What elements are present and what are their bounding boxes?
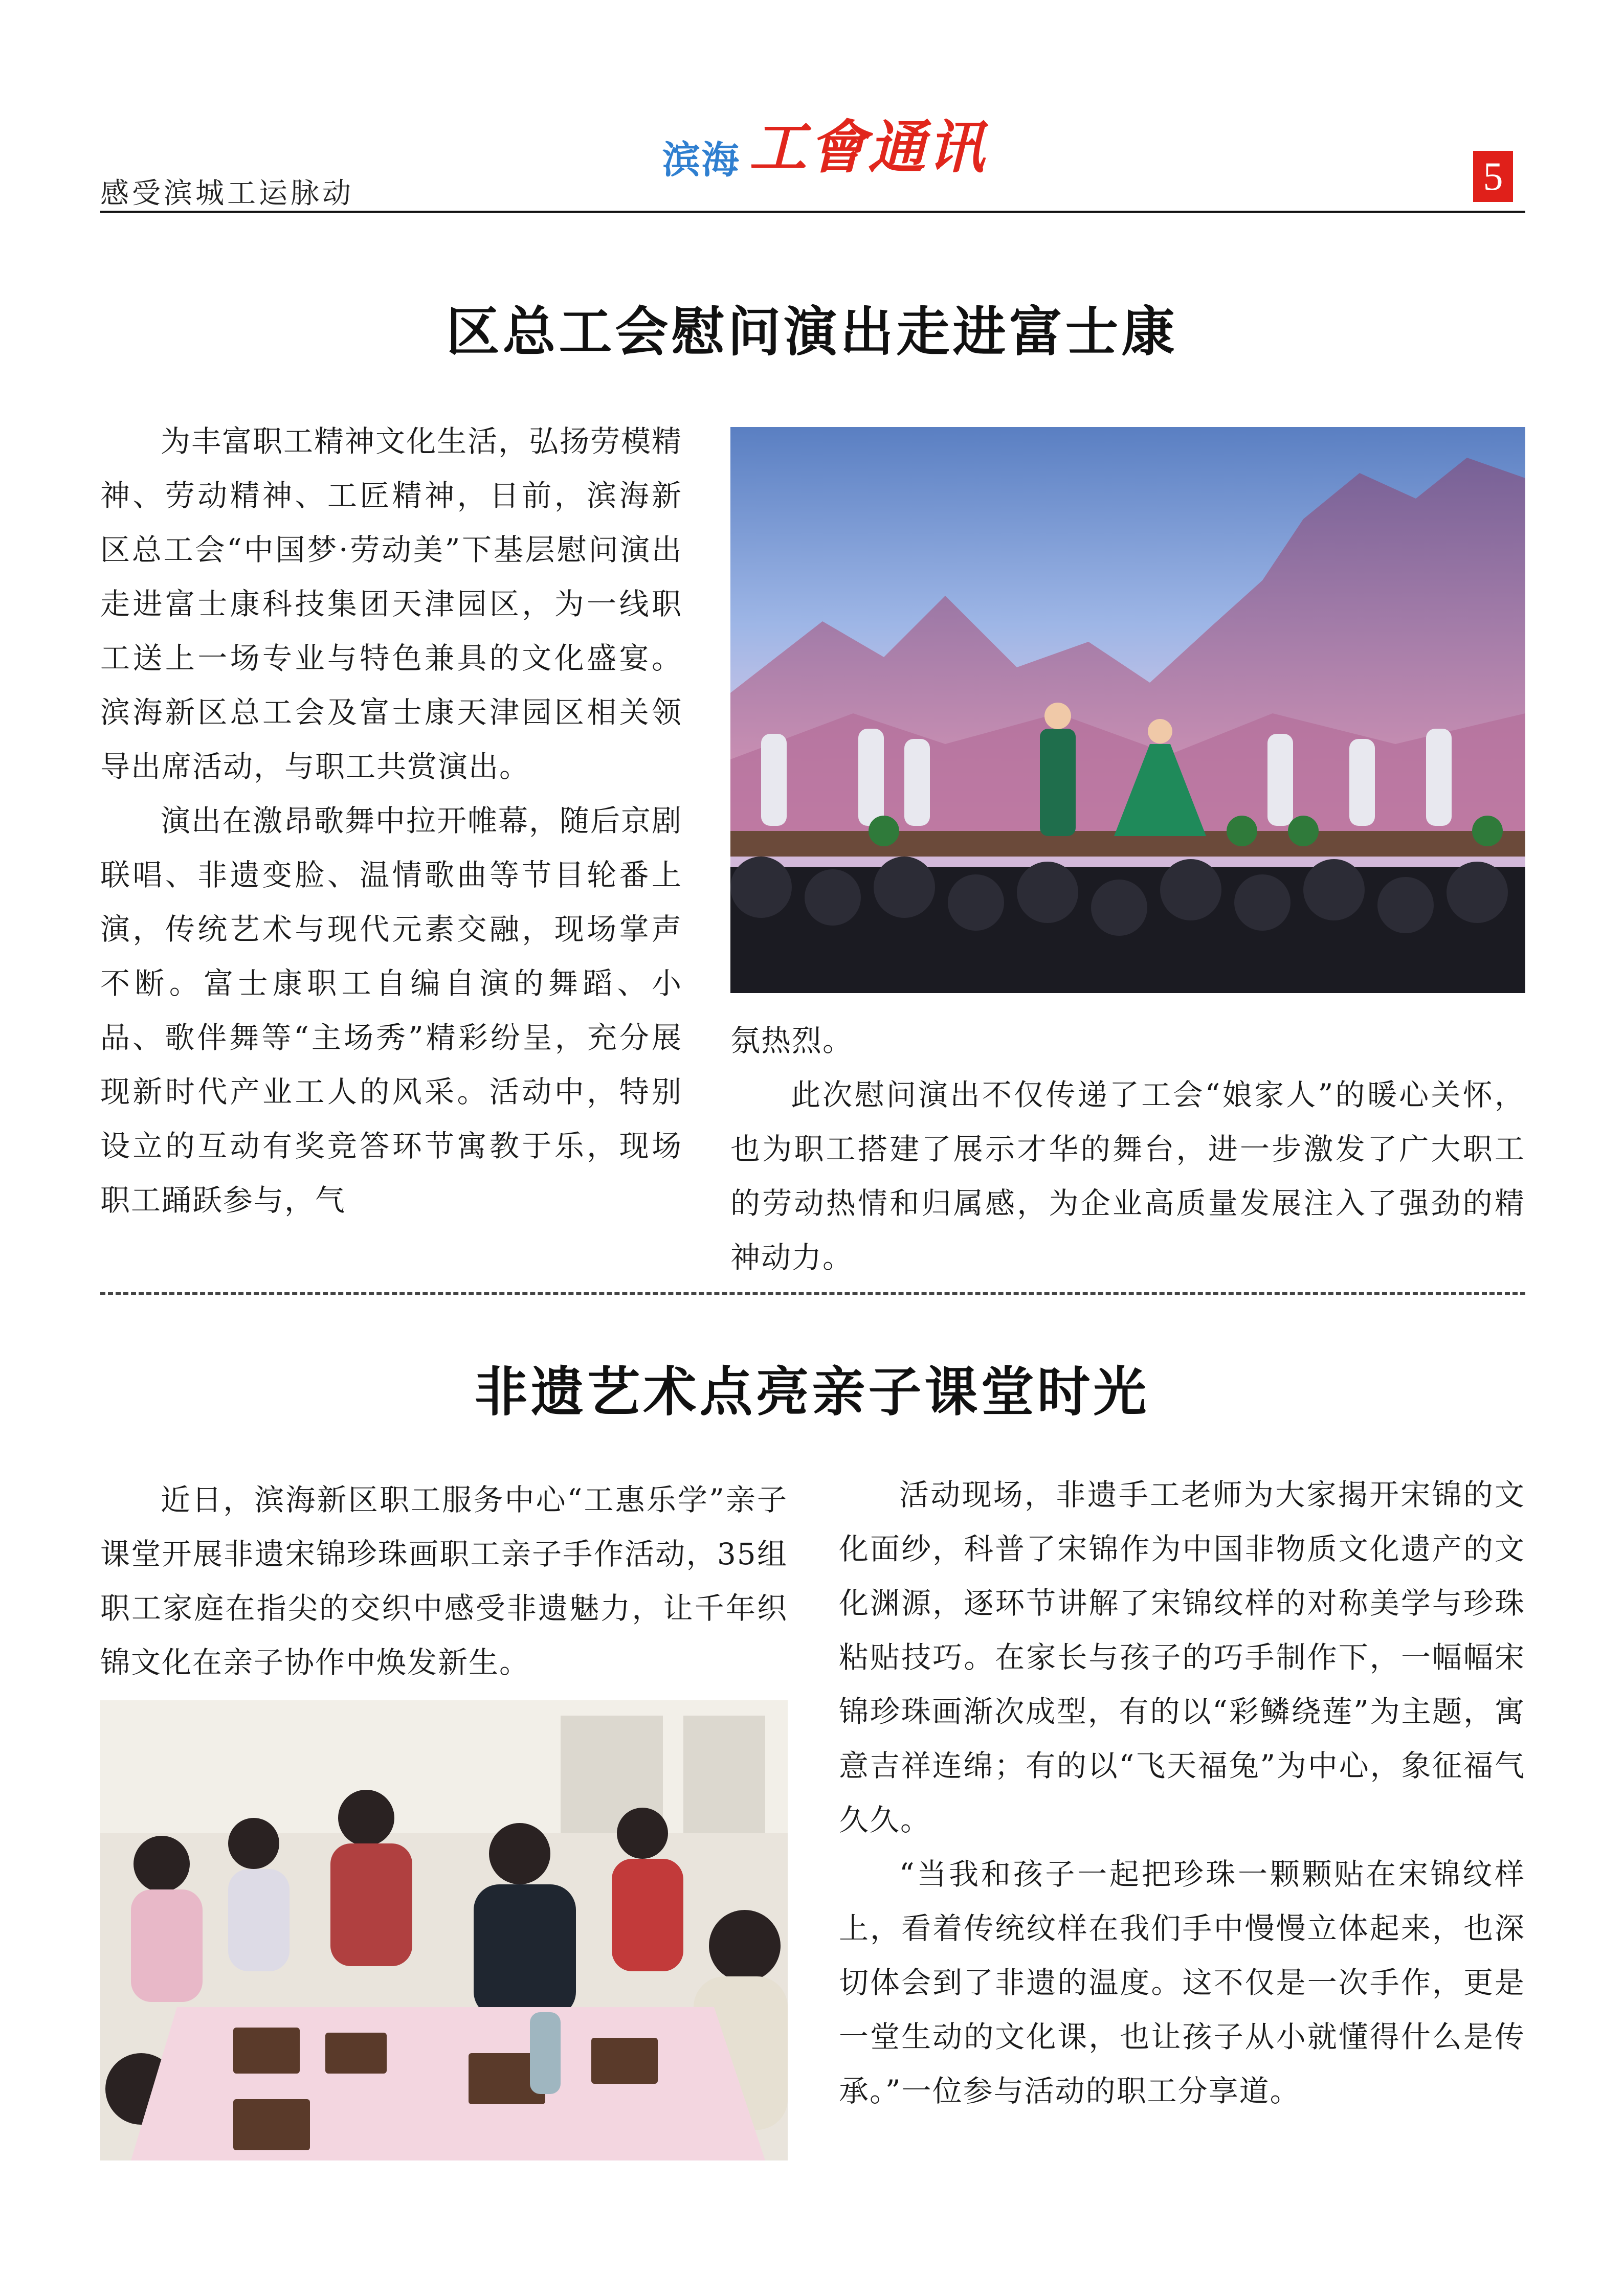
article1-left-column xyxy=(100,414,682,1227)
article1-title: 区总工会慰问演出走进富士康 xyxy=(446,300,1178,363)
article1-paragraph-3: 此次慰问演出不仅传递了工会“娘家人”的暖心关怀，也为职工搭建了展示才华的舞台，进一步激发了广大职工的劳动热情和归属感，为企业高质量发展注入了强劲的精神动力。 xyxy=(730,1077,1525,1275)
article2-title: 非遗艺术点亮亲子课堂时光 xyxy=(474,1360,1150,1423)
article2-left-column xyxy=(100,1473,788,1690)
article2-paragraph-2: 活动现场，非遗手工老师为大家揭开宋锦的文化面纱，科普了宋锦作为中国非物质文化遗产的文化渊源，逐环节讲解了宋锦纹样的对称美学与珍珠粘贴技巧。在家长与孩子的巧手制作下，一幅幅宋锦珍珠画渐次成型，有的以“彩鳞绕莲”为主题，寓意吉祥连绵；有的以“飞天福兔”为中心，象征福气久久。 xyxy=(839,1477,1525,1837)
logo-text-union-newsletter: 工會通讯 xyxy=(749,114,987,181)
logo-text-binhai: 滨海 xyxy=(662,138,740,182)
article1-paragraph-2-continued: 氛热烈。 xyxy=(730,1023,854,1058)
article2-paragraph-3: “当我和孩子一起把珍珠一颗颗贴在宋锦纹样上，看着传统纹样在我们手中慢慢立体起来，也深切体会到了非遗的温度。这不仅是一次手作，更是一堂生动的文化课，也让孩子从小就懂得什么是传承。”一位参与活动的职工分享道。 xyxy=(839,1857,1525,2108)
header-divider xyxy=(100,211,1525,213)
workshop-photo-image xyxy=(100,1700,788,2160)
workshop-photo xyxy=(100,1700,788,2160)
article1-paragraph-2: 演出在激昂歌舞中拉开帷幕，随后京剧联唱、非遗变脸、温情歌曲等节目轮番上演，传统艺术与现代元素交融，现场掌声不断。富士康职工自编自演的舞蹈、小品、歌伴舞等“主场秀”精彩纷呈，充分展现新时代产业工人的风采。活动中，特别设立的互动有奖竞答环节寓教于乐，现场职工踊跃参与，气 xyxy=(100,803,683,1218)
page-number: 5 xyxy=(1473,151,1513,202)
performance-photo xyxy=(730,427,1525,993)
newsletter-logo xyxy=(662,114,987,184)
article2-paragraph-1: 近日，滨海新区职工服务中心“工惠乐学”亲子课堂开展非遗宋锦珍珠画职工亲子手作活动，35组职工家庭在指尖的交织中感受非遗魅力，让千年织锦文化在亲子协作中焕发新生。 xyxy=(100,1482,788,1680)
article2-right-column xyxy=(839,1468,1525,2118)
performance-photo-image xyxy=(730,427,1525,993)
article1-right-column xyxy=(730,1014,1525,1285)
section-label: 感受滨城工运脉动 xyxy=(100,177,354,210)
article-divider xyxy=(100,1292,1525,1295)
article1-paragraph-1: 为丰富职工精神文化生活，弘扬劳模精神、劳动精神、工匠精神，日前，滨海新区总工会“中国梦·劳动美”下基层慰问演出走进富士康科技集团天津园区，为一线职工送上一场专业与特色兼具的文化盛宴。滨海新区总工会及富士康天津园区相关领导出席活动，与职工共赏演出。 xyxy=(100,424,683,784)
